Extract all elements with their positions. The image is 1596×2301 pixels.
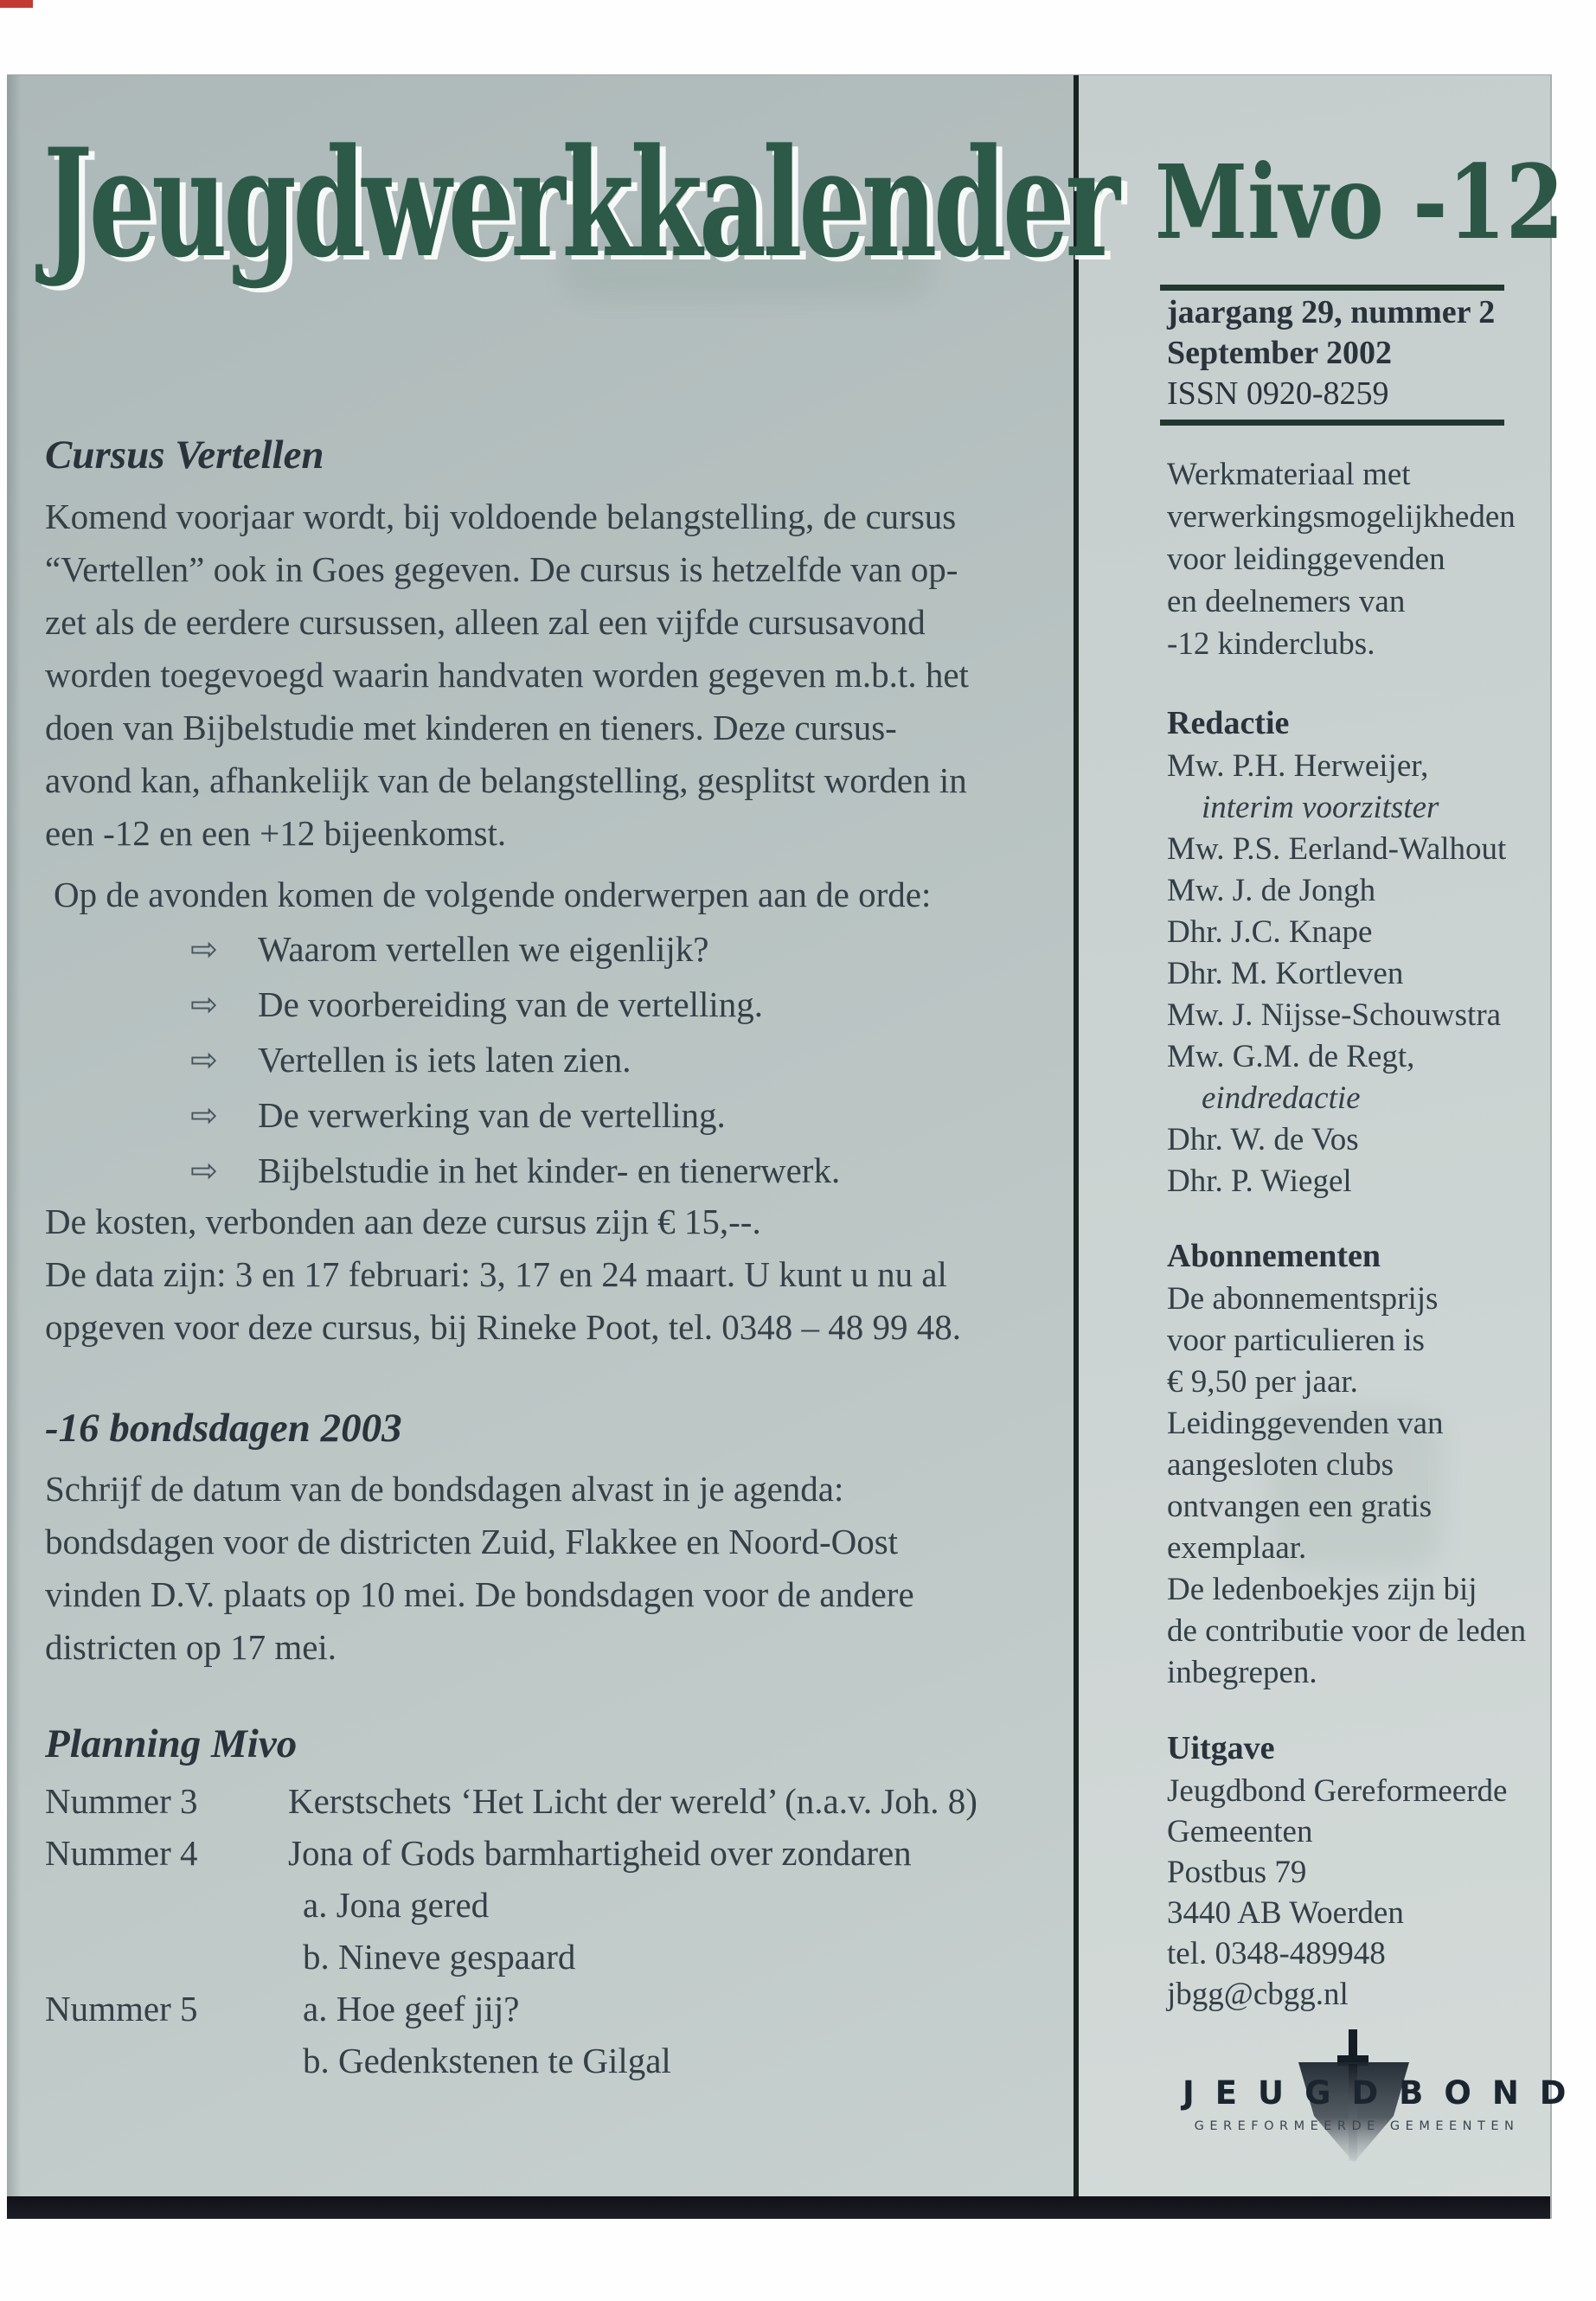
- redactie-member: Mw. P.S. Eerland-Walhout: [1167, 831, 1507, 867]
- cursus-paragraph: [45, 490, 969, 860]
- sidebar-description: Werkmateriaal met verwerkingsmogelijkheden voor leidinggevenden en deelnemers van -12 kinderclubs.: [1167, 457, 1516, 662]
- section-heading-cursus: Cursus Vertellen: [45, 433, 324, 478]
- sidebar-heading-uitgave: Uitgave: [1167, 1730, 1275, 1766]
- cursus-dates-paragraph: De data zijn: 3 en 17 februari: 3, 17 en 24 maart. U kunt u nu al opgeven voor deze cursus, bij Rineke Poot, tel. 0348 – 48 99 48.: [45, 1254, 961, 1347]
- issue-issn: ISSN 0920-8259: [1167, 375, 1389, 412]
- page: [7, 74, 1587, 2219]
- paragraph-line: zet als de eerdere cursussen, alleen zal een vijfde cursusavond: [45, 602, 926, 642]
- uitgave-address: Jeugdbond Gereformeerde Gemeenten Postbus 79 3440 AB Woerden tel. 0348-489948 jbgg@cbgg.nl: [1167, 1773, 1508, 2012]
- paragraph-line: worden toegevoegd waarin handvaten worden gegeven m.b.t. het: [45, 655, 969, 695]
- planning-text: b. Gedenkstenen te Gilgal: [303, 2041, 671, 2080]
- paragraph-line: “Vertellen” ook in Goes gegeven. De cursus is hetzelfde van op-: [45, 549, 958, 589]
- list-item: [45, 1032, 840, 1087]
- planning-number: [45, 1931, 288, 1983]
- planning-row: [45, 2035, 1066, 2086]
- section-heading-planning: Planning Mivo: [45, 1721, 298, 1766]
- arrow-bullet-icon: ⇨: [190, 930, 218, 968]
- redactie-member: Mw. G.M. de Regt,: [1167, 1039, 1415, 1074]
- redactie-list: [1167, 746, 1506, 1202]
- planning-text: b. Nineve gespaard: [303, 1937, 576, 1977]
- paragraph-line: avond kan, afhankelijk van de belangstelling, gesplitst worden in: [45, 760, 967, 800]
- planning-text: Jona of Gods barmhartigheid over zondaren: [288, 1833, 912, 1873]
- cursus-costs-line: De kosten, verbonden aan deze cursus zijn € 15,--.: [45, 1202, 761, 1241]
- planning-row: [45, 1775, 1066, 1827]
- masthead-rule-bottom: [1160, 420, 1504, 426]
- cursus-topics-intro: Op de avonden komen de volgende onderwerpen aan de orde:: [54, 875, 932, 914]
- planning-text: Kerstschets ‘Het Licht der wereld’ (n.a.v. Joh. 8): [288, 1781, 977, 1821]
- arrow-bullet-icon: ⇨: [190, 1041, 218, 1079]
- scan-artifact-red-mark: [0, 0, 33, 8]
- section-heading-bondsdagen: -16 bondsdagen 2003: [45, 1406, 402, 1451]
- paragraph-line: Komend voorjaar wordt, bij voldoende belangstelling, de cursus: [45, 497, 957, 536]
- sidebar-heading-abonnementen: Abonnementen: [1167, 1238, 1381, 1274]
- planning-number: [45, 1879, 288, 1931]
- redactie-role: eindredactie: [1202, 1080, 1361, 1116]
- cursus-topic-list: [45, 921, 840, 1198]
- paragraph-line: doen van Bijbelstudie met kinderen en tieners. Deze cursus-: [45, 708, 897, 747]
- arrow-bullet-icon: ⇨: [190, 985, 218, 1023]
- list-item-text: Waarom vertellen we eigenlijk?: [258, 929, 709, 969]
- page-title: Jeugdwerkkalender: [43, 115, 1117, 291]
- issue-info: [1167, 292, 1495, 414]
- redactie-member: Mw. J. Nijsse-Schouwstra: [1167, 997, 1502, 1033]
- list-item-text: De verwerking van de vertelling.: [258, 1095, 726, 1135]
- planning-row: [45, 1827, 1066, 1879]
- abonnementen-text: De abonnementsprijs voor particulieren is € 9,50 per jaar. Leidinggevenden van aangesloten clubs ontvangen een gratis exemplaar. De ledenboekjes zijn bij de contributie voor de leden inbegrepen.: [1167, 1281, 1527, 1690]
- logo-wordmark: JEUGDBOND: [1183, 2074, 1587, 2112]
- redactie-member: Mw. J. de Jongh: [1167, 873, 1376, 908]
- list-item-text: Vertellen is iets laten zien.: [258, 1040, 631, 1080]
- redactie-member: Dhr. M. Kortleven: [1167, 956, 1404, 991]
- issue-volume: jaargang 29, nummer 2: [1167, 294, 1496, 330]
- paragraph-line: een -12 en een +12 bijeenkomst.: [45, 813, 507, 853]
- redactie-member: Dhr. J.C. Knape: [1167, 914, 1373, 950]
- planning-text: a. Jona gered: [303, 1885, 490, 1925]
- planning-row: [45, 1879, 1066, 1931]
- list-item: [45, 1087, 840, 1143]
- list-item-text: Bijbelstudie in het kinder- en tienerwerk.: [258, 1150, 841, 1190]
- redactie-member: Dhr. P. Wiegel: [1167, 1163, 1352, 1199]
- planning-table: [45, 1775, 1066, 2086]
- masthead-rule-top: [1160, 285, 1504, 291]
- planning-row: [45, 1931, 1066, 1983]
- planning-row: [45, 1983, 1066, 2035]
- logo-subtitle: GEREFORMEERDE GEMEENTEN: [1194, 2119, 1520, 2133]
- list-item-text: De voorbereiding van de vertelling.: [258, 984, 764, 1024]
- arrow-bullet-icon: ⇨: [190, 1151, 218, 1189]
- list-item: [45, 977, 840, 1032]
- planning-number: [45, 2035, 288, 2086]
- redactie-member: Mw. P.H. Herweijer,: [1167, 748, 1429, 784]
- masthead-title: Mivo -12: [1155, 142, 1565, 262]
- list-item: [45, 1143, 840, 1198]
- planning-number: Nummer 4: [45, 1833, 198, 1873]
- issue-date: September 2002: [1167, 335, 1392, 371]
- sidebar-heading-redactie: Redactie: [1167, 705, 1290, 741]
- jeugdbond-logo: [1162, 2026, 1587, 2173]
- list-item: [45, 921, 840, 977]
- column-divider-rule: [1074, 75, 1079, 2219]
- scan-bottom-edge: [7, 2196, 1550, 2219]
- arrow-bullet-icon: ⇨: [190, 1096, 218, 1134]
- redactie-member: Dhr. W. de Vos: [1167, 1122, 1359, 1157]
- planning-number: Nummer 3: [45, 1781, 198, 1821]
- planning-text: a. Hoe geef jij?: [303, 1989, 520, 2029]
- planning-number: Nummer 5: [45, 1989, 198, 2029]
- scan-left-edge-shadow: [7, 75, 21, 2219]
- bondsdagen-paragraph: Schrijf de datum van de bondsdagen alvast in je agenda: bondsdagen voor de districten Zuid, Flakkee en Noord-Oost vinden D.V. plaats op 10 mei. De bondsdagen voor de andere districten op 17 mei.: [45, 1469, 914, 1667]
- redactie-role: interim voorzitster: [1202, 790, 1439, 825]
